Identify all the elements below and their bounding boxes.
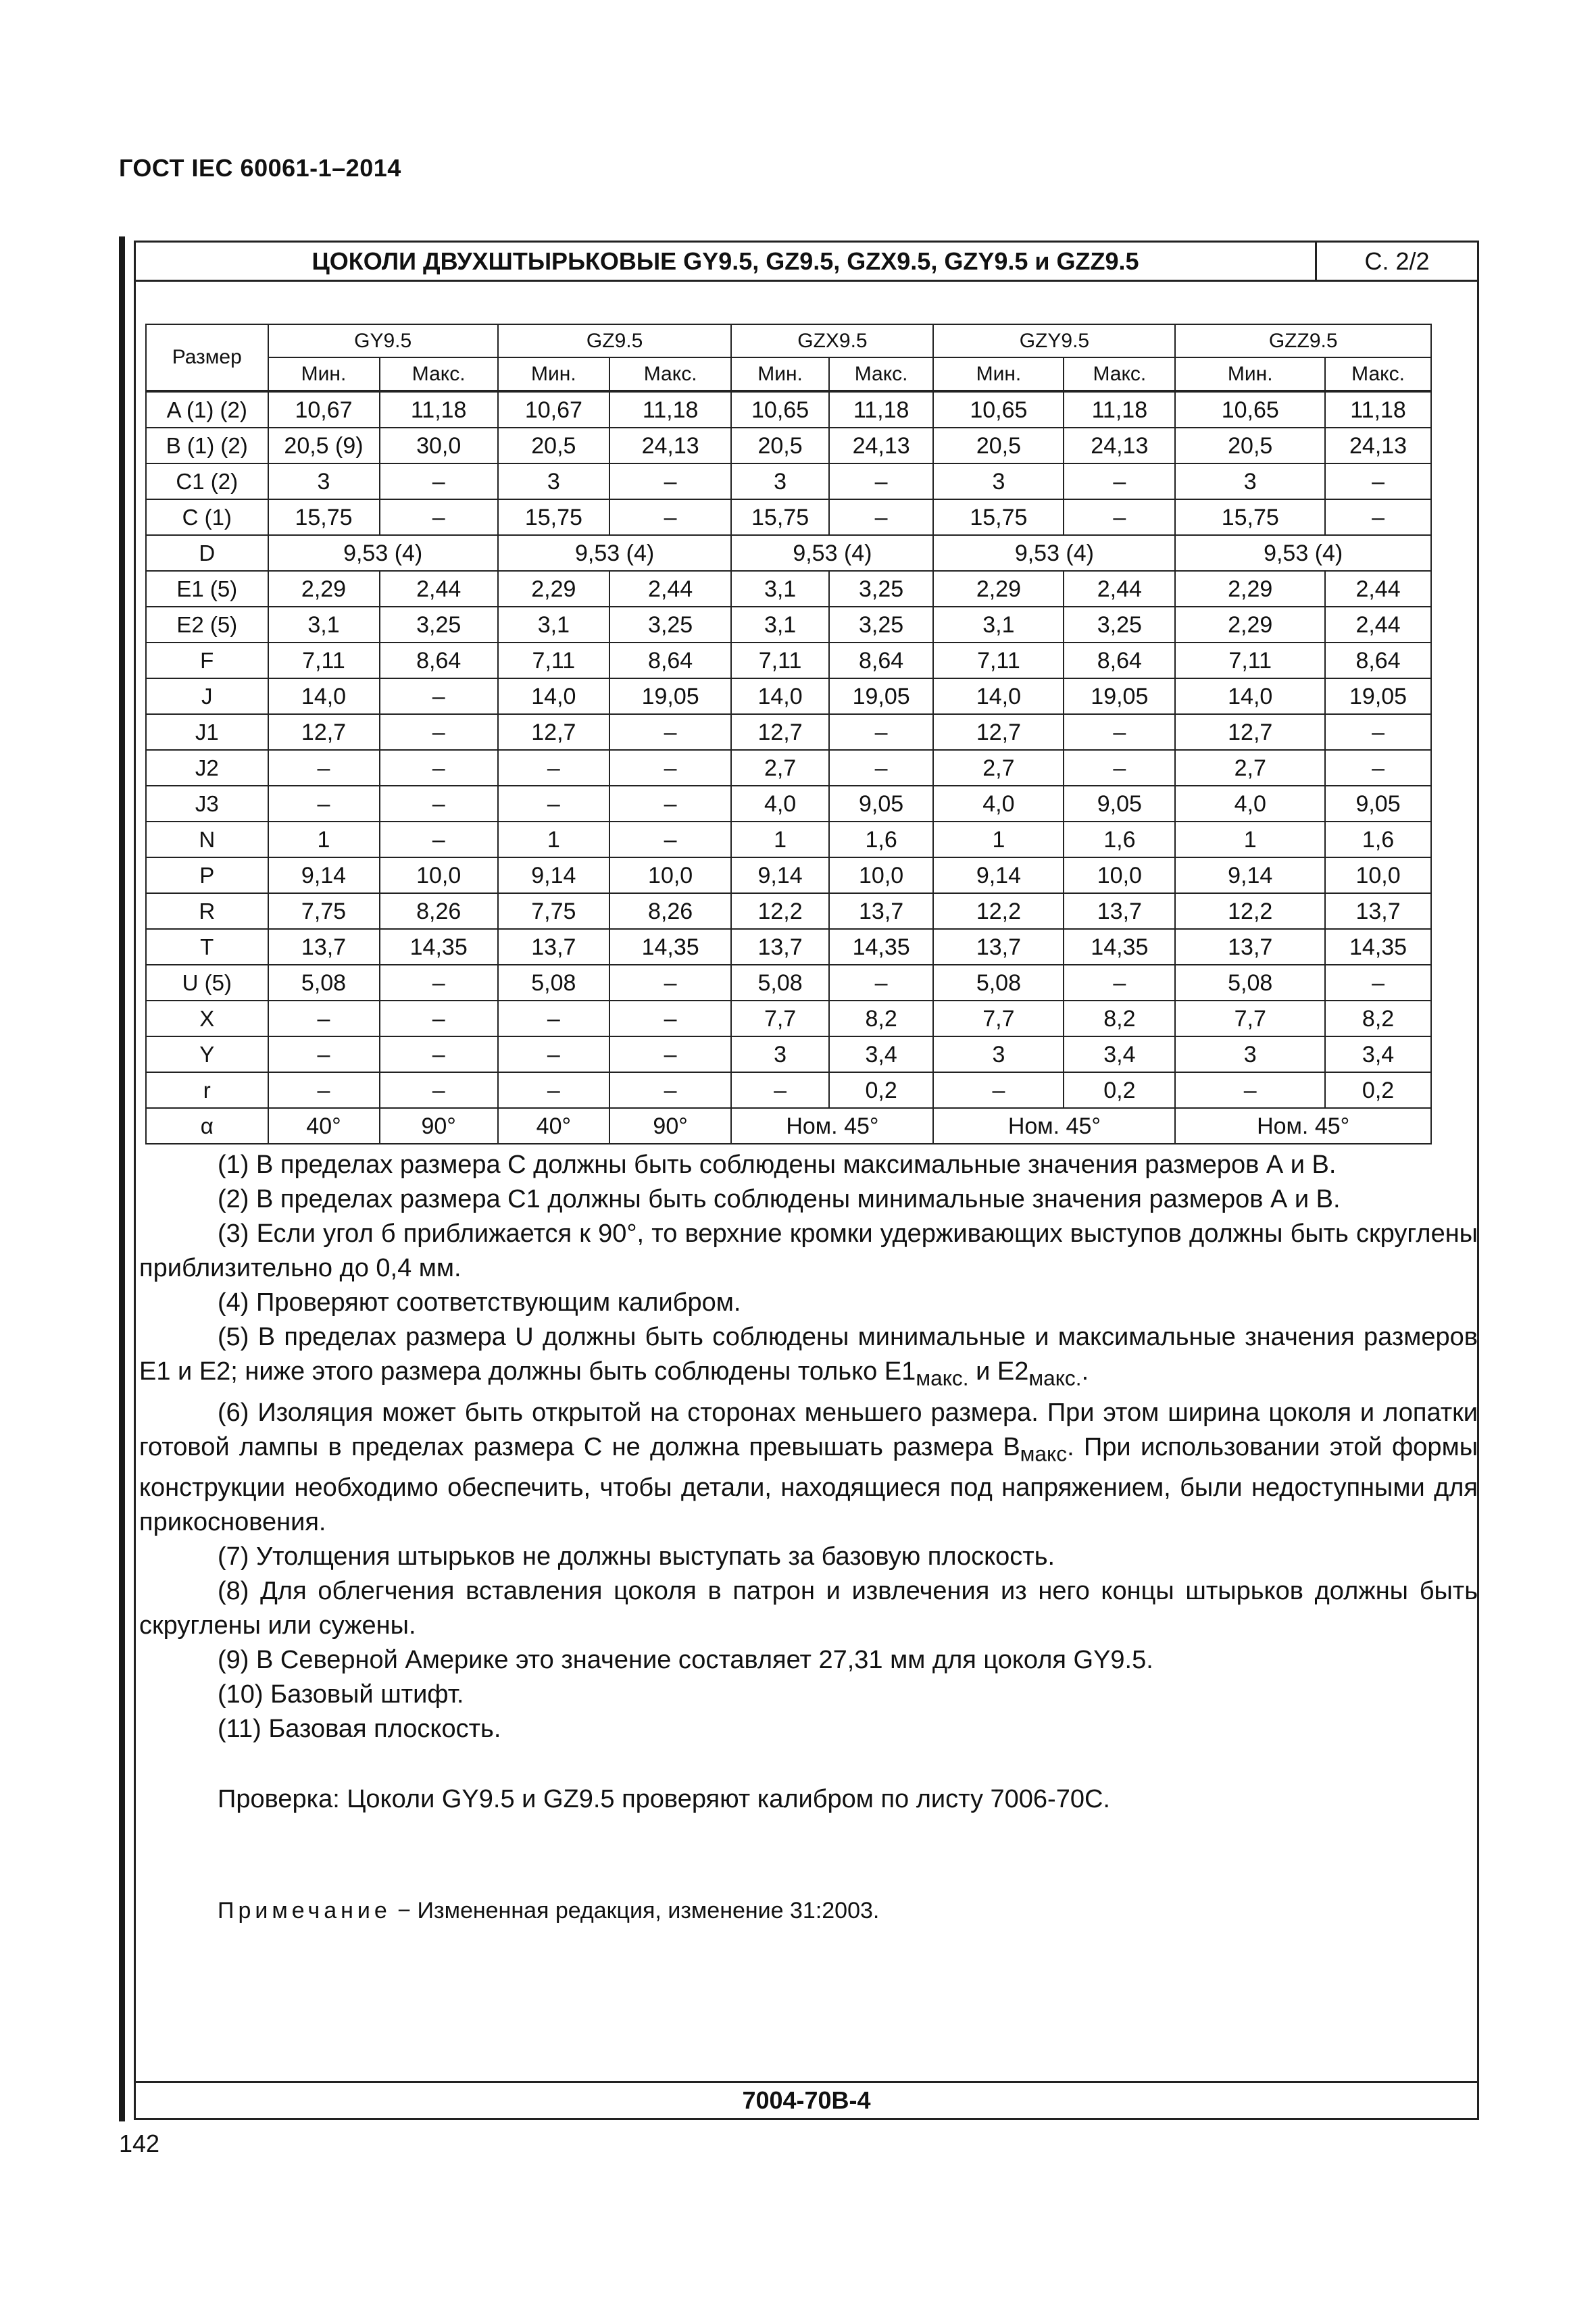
footnote <box>139 1320 1478 1396</box>
min-header: Мин. <box>933 357 1064 391</box>
table-cell: 10,0 <box>1064 857 1175 893</box>
table-cell: 3 <box>1175 463 1325 499</box>
table-cell: 2,7 <box>1175 750 1325 786</box>
table-cell: 10,67 <box>268 391 380 428</box>
table-row <box>146 571 1431 607</box>
table-cell: 12,7 <box>1175 714 1325 750</box>
min-header: Мин. <box>731 357 828 391</box>
page-number: 142 <box>119 2130 160 2157</box>
footnote: (3) Если угол б приближается к 90°, то верхние кромки удерживающих выступов должны быть скруглены приблизительно до 0,4 мм. <box>139 1219 1478 1282</box>
table-cell: 5,08 <box>933 965 1064 1001</box>
table-cell: – <box>268 1036 380 1072</box>
table-cell: 2,7 <box>933 750 1064 786</box>
table-cell: – <box>609 786 732 822</box>
table-cell: 14,35 <box>380 929 498 965</box>
table-cell: 3 <box>933 463 1064 499</box>
table-cell: 9,14 <box>498 857 609 893</box>
table-cell: 12,2 <box>1175 893 1325 929</box>
row-label: Y <box>146 1036 268 1072</box>
row-label: R <box>146 893 268 929</box>
table-body <box>146 391 1431 1144</box>
table-cell: 90° <box>609 1108 732 1144</box>
table-cell: 3,25 <box>829 607 934 643</box>
table-cell: 13,7 <box>1175 929 1325 965</box>
table-cell: 20,5 (9) <box>268 428 380 463</box>
table-cell: 7,75 <box>268 893 380 929</box>
table-cell: – <box>268 1001 380 1036</box>
footnote: (1) В пределах размера С должны быть соблюдены максимальные значения размеров А и В. <box>218 1151 1337 1179</box>
footnote: (11) Базовая плоскость. <box>218 1715 501 1744</box>
table-cell: 8,26 <box>380 893 498 929</box>
table-cell: 14,35 <box>609 929 732 965</box>
table-cell: 3,1 <box>268 607 380 643</box>
table-cell: 2,44 <box>609 571 732 607</box>
row-label: F <box>146 643 268 678</box>
table-cell: – <box>498 1001 609 1036</box>
table-cell: – <box>268 750 380 786</box>
table-cell: 11,18 <box>380 391 498 428</box>
table-row <box>146 678 1431 714</box>
footnote <box>139 1396 1478 1540</box>
table-cell: – <box>498 1036 609 1072</box>
table-cell: 14,0 <box>731 678 828 714</box>
table-cell: 14,35 <box>1064 929 1175 965</box>
table-header-row <box>146 324 1431 357</box>
max-header: Макс. <box>829 357 934 391</box>
table-cell: – <box>829 965 934 1001</box>
table-cell: Ном. 45° <box>933 1108 1175 1144</box>
max-header: Макс. <box>609 357 732 391</box>
row-label: D <box>146 535 268 571</box>
table-cell: – <box>1325 750 1431 786</box>
table-cell: 9,05 <box>829 786 934 822</box>
table-cell: 9,14 <box>933 857 1064 893</box>
table-row <box>146 391 1431 428</box>
table-cell: – <box>829 463 934 499</box>
row-label: J2 <box>146 750 268 786</box>
table-cell: 10,0 <box>829 857 934 893</box>
footnote: (7) Утолщения штырьков не должны выступать за базовую плоскость. <box>218 1542 1055 1571</box>
row-label: E2 (5) <box>146 607 268 643</box>
min-header: Мин. <box>268 357 380 391</box>
row-label: E1 (5) <box>146 571 268 607</box>
min-header: Мин. <box>1175 357 1325 391</box>
table-cell: 20,5 <box>731 428 828 463</box>
table-cell: 3 <box>498 463 609 499</box>
table-row <box>146 893 1431 929</box>
footnote: (4) Проверяют соответствующим калибром. <box>218 1288 741 1317</box>
table-cell: 14,35 <box>829 929 934 965</box>
table-cell: 11,18 <box>609 391 732 428</box>
table-cell: 3,4 <box>1325 1036 1431 1072</box>
table-cell: – <box>380 714 498 750</box>
table-row <box>146 1001 1431 1036</box>
table-cell: 1 <box>731 822 828 857</box>
footnote: (8) Для облегчения вставления цоколя в патрон и извлечения из него концы штырьков должны быть скруглены или сужены. <box>139 1577 1478 1640</box>
table-row <box>146 1036 1431 1072</box>
sheet-title-row <box>136 243 1477 282</box>
table-cell: – <box>380 463 498 499</box>
table-cell: 8,64 <box>1325 643 1431 678</box>
table-cell: 9,53 (4) <box>933 535 1175 571</box>
table-cell: 13,7 <box>498 929 609 965</box>
table-cell: 15,75 <box>1175 499 1325 535</box>
table-cell: 24,13 <box>1064 428 1175 463</box>
table-cell: – <box>268 786 380 822</box>
table-cell: 14,0 <box>268 678 380 714</box>
table-cell: 3,25 <box>829 571 934 607</box>
table-cell: 13,7 <box>268 929 380 965</box>
sheet-page-ref: С. 2/2 <box>1364 247 1430 275</box>
table-cell: 1,6 <box>829 822 934 857</box>
table-cell: 13,7 <box>1325 893 1431 929</box>
table-cell: – <box>498 750 609 786</box>
table-cell: 11,18 <box>1064 391 1175 428</box>
group-header: GZZ9.5 <box>1175 324 1431 357</box>
table-cell: – <box>380 1036 498 1072</box>
footnotes <box>139 1148 1478 1746</box>
table-row <box>146 929 1431 965</box>
table-row <box>146 714 1431 750</box>
table-cell: 1 <box>1175 822 1325 857</box>
table-row <box>146 1108 1431 1144</box>
table-cell: 10,65 <box>1175 391 1325 428</box>
table-cell: 4,0 <box>933 786 1064 822</box>
row-label: C (1) <box>146 499 268 535</box>
table-cell: – <box>1325 499 1431 535</box>
table-cell: 3,4 <box>829 1036 934 1072</box>
table-cell: 19,05 <box>1064 678 1175 714</box>
row-label: J <box>146 678 268 714</box>
row-label: P <box>146 857 268 893</box>
table-cell: Ном. 45° <box>731 1108 933 1144</box>
table-cell: – <box>1064 750 1175 786</box>
sheet-footer-code: 7004-70B-4 <box>136 2081 1477 2118</box>
table-cell: 10,65 <box>731 391 828 428</box>
table-cell: – <box>1325 965 1431 1001</box>
check-note: Проверка: Цоколи GY9.5 и GZ9.5 проверяют калибром по листу 7006-70С. <box>218 1785 1110 1813</box>
table-cell: 2,44 <box>1064 571 1175 607</box>
table-cell: 13,7 <box>933 929 1064 965</box>
table-cell: – <box>1325 714 1431 750</box>
table-cell: 7,11 <box>268 643 380 678</box>
table-row <box>146 535 1431 571</box>
table-cell: 9,53 (4) <box>1175 535 1431 571</box>
remark-text: − Измененная редакция, изменение 31:2003. <box>391 1898 880 1923</box>
table-row <box>146 607 1431 643</box>
table-cell: 9,05 <box>1325 786 1431 822</box>
table-cell: 13,7 <box>731 929 828 965</box>
table-cell: 12,2 <box>933 893 1064 929</box>
table-row <box>146 822 1431 857</box>
table-cell: 10,65 <box>933 391 1064 428</box>
table-cell: 15,75 <box>498 499 609 535</box>
table-row <box>146 965 1431 1001</box>
row-label: α <box>146 1108 268 1144</box>
table-cell: 12,7 <box>498 714 609 750</box>
table-cell: – <box>380 1072 498 1108</box>
table-cell: 3,4 <box>1064 1036 1175 1072</box>
table-cell: 1 <box>268 822 380 857</box>
group-header: GZ9.5 <box>498 324 732 357</box>
table-cell: 8,2 <box>829 1001 934 1036</box>
table-cell: 2,44 <box>1325 607 1431 643</box>
table-cell: – <box>380 678 498 714</box>
table-cell: 15,75 <box>731 499 828 535</box>
table-cell: 3,25 <box>609 607 732 643</box>
row-label: T <box>146 929 268 965</box>
table-cell: 14,0 <box>1175 678 1325 714</box>
table-cell: 40° <box>268 1108 380 1144</box>
table-cell: 12,7 <box>268 714 380 750</box>
table-row <box>146 499 1431 535</box>
footnote-text: . При использовании этой формы конструкции необходимо обеспечить, чтобы детали, находящиеся под напряжением, были недоступными для прикосновения. <box>139 1432 1478 1537</box>
row-label: J1 <box>146 714 268 750</box>
table-cell: – <box>609 1001 732 1036</box>
table-cell: 8,64 <box>609 643 732 678</box>
table-cell: 13,7 <box>829 893 934 929</box>
max-header: Макс. <box>1325 357 1431 391</box>
table-cell: – <box>829 499 934 535</box>
table-cell: 7,7 <box>731 1001 828 1036</box>
table-row <box>146 463 1431 499</box>
row-label: A (1) (2) <box>146 391 268 428</box>
table-cell: – <box>380 1001 498 1036</box>
table-cell: – <box>268 1072 380 1108</box>
table-cell: 9,14 <box>268 857 380 893</box>
table-cell: 24,13 <box>609 428 732 463</box>
table-cell: 9,14 <box>731 857 828 893</box>
table-cell: 19,05 <box>829 678 934 714</box>
group-header: GY9.5 <box>268 324 498 357</box>
table-cell: 11,18 <box>829 391 934 428</box>
footnote-text: (5) В пределах размера U должны быть соблюдены минимальные и максимальные значения размеров Е1 и Е2; ниже этого размера должны быть соблюдены только Е1 <box>139 1323 1478 1386</box>
table-cell: 7,11 <box>933 643 1064 678</box>
table-cell: 2,44 <box>380 571 498 607</box>
table-cell: 2,44 <box>1325 571 1431 607</box>
table-cell: Ном. 45° <box>1175 1108 1431 1144</box>
table-cell: 7,7 <box>933 1001 1064 1036</box>
table-cell: – <box>933 1072 1064 1108</box>
table-cell: 10,0 <box>609 857 732 893</box>
table-cell: 20,5 <box>498 428 609 463</box>
min-header: Мин. <box>498 357 609 391</box>
table-cell: 5,08 <box>268 965 380 1001</box>
table-cell: – <box>609 822 732 857</box>
table-cell: 8,2 <box>1325 1001 1431 1036</box>
footnote-text: и Е2 <box>968 1357 1029 1386</box>
table-cell: 0,2 <box>1325 1072 1431 1108</box>
max-header: Макс. <box>380 357 498 391</box>
footnote: (9) В Северной Америке это значение составляет 27,31 мм для цоколя GY9.5. <box>218 1646 1153 1675</box>
table-cell: 14,35 <box>1325 929 1431 965</box>
table-cell: – <box>380 750 498 786</box>
subscript: макс. <box>1028 1365 1082 1390</box>
table-cell: – <box>829 714 934 750</box>
table-cell: 1 <box>933 822 1064 857</box>
table-cell: – <box>609 499 732 535</box>
table-cell: 7,11 <box>1175 643 1325 678</box>
table-cell: 15,75 <box>268 499 380 535</box>
table-cell: – <box>609 714 732 750</box>
table-cell: – <box>609 463 732 499</box>
table-cell: 9,14 <box>1175 857 1325 893</box>
table-cell: 0,2 <box>1064 1072 1175 1108</box>
table-cell: – <box>380 786 498 822</box>
table-cell: 40° <box>498 1108 609 1144</box>
frame-left-bar <box>119 236 125 2121</box>
table-cell: 3 <box>1175 1036 1325 1072</box>
table-cell: 2,29 <box>498 571 609 607</box>
table-cell: 2,29 <box>933 571 1064 607</box>
row-label: U (5) <box>146 965 268 1001</box>
table-cell: 19,05 <box>609 678 732 714</box>
subscript: макс. <box>916 1365 969 1390</box>
row-label: J3 <box>146 786 268 822</box>
table-cell: 24,13 <box>1325 428 1431 463</box>
table-cell: 3,25 <box>1064 607 1175 643</box>
sheet-title: ЦОКОЛИ ДВУХШТЫРЬКОВЫЕ GY9.5, GZ9.5, GZX9.5, GZY9.5 и GZZ9.5 <box>136 243 1317 280</box>
table-cell: – <box>829 750 934 786</box>
table-cell: – <box>609 1072 732 1108</box>
table-row <box>146 857 1431 893</box>
table-cell: – <box>380 499 498 535</box>
table-cell: 8,2 <box>1064 1001 1175 1036</box>
table-row <box>146 1072 1431 1108</box>
table-cell: 5,08 <box>1175 965 1325 1001</box>
size-header: Размер <box>146 324 268 391</box>
table-cell: 3,1 <box>731 571 828 607</box>
table-cell: 1,6 <box>1064 822 1175 857</box>
footnote-text: . <box>1081 1357 1089 1386</box>
row-label: C1 (2) <box>146 463 268 499</box>
table-cell: – <box>498 786 609 822</box>
table-cell: 2,29 <box>1175 571 1325 607</box>
table-cell: 9,53 (4) <box>731 535 933 571</box>
table-cell: 24,13 <box>829 428 934 463</box>
table-cell: 12,7 <box>731 714 828 750</box>
row-label: r <box>146 1072 268 1108</box>
table-cell: 3 <box>731 463 828 499</box>
table-row <box>146 750 1431 786</box>
table-cell: 19,05 <box>1325 678 1431 714</box>
footnote: (2) В пределах размера С1 должны быть соблюдены минимальные значения размеров А и В. <box>218 1185 1341 1213</box>
table-cell: – <box>380 965 498 1001</box>
table-cell: 3 <box>268 463 380 499</box>
sheet-frame <box>134 241 1479 2120</box>
table-cell: 9,05 <box>1064 786 1175 822</box>
table-cell: – <box>1064 714 1175 750</box>
table-row <box>146 643 1431 678</box>
table-subheader-row <box>146 357 1431 391</box>
remark <box>218 1898 879 1924</box>
table-cell: 7,7 <box>1175 1001 1325 1036</box>
table-cell: 9,53 (4) <box>498 535 732 571</box>
max-header: Макс. <box>1064 357 1175 391</box>
table-cell: 12,7 <box>933 714 1064 750</box>
table-cell: – <box>498 1072 609 1108</box>
row-label: B (1) (2) <box>146 428 268 463</box>
table-cell: 8,64 <box>380 643 498 678</box>
table-cell: 10,0 <box>1325 857 1431 893</box>
document-header: ГОСТ IEC 60061-1–2014 <box>119 154 401 182</box>
table-cell: 4,0 <box>731 786 828 822</box>
table-cell: – <box>1064 965 1175 1001</box>
table-cell: 3 <box>731 1036 828 1072</box>
table-cell: 11,18 <box>1325 391 1431 428</box>
table-row <box>146 428 1431 463</box>
table-cell: 3 <box>933 1036 1064 1072</box>
footnote: (10) Базовый штифт. <box>218 1680 464 1709</box>
table-cell: 3,1 <box>933 607 1064 643</box>
table-cell: – <box>609 750 732 786</box>
table-cell: – <box>609 1036 732 1072</box>
footnote-text: (6) Изоляция может быть открытой на сторонах меньшего размера. При этом ширина цоколя и лопатки готовой лампы в пределах размера С не должна превышать размера В <box>139 1398 1478 1461</box>
table-cell: 5,08 <box>731 965 828 1001</box>
table-cell: – <box>380 822 498 857</box>
table-cell: 2,7 <box>731 750 828 786</box>
remark-label: Примечание <box>218 1898 391 1923</box>
table-cell: – <box>1064 499 1175 535</box>
table-cell: 20,5 <box>1175 428 1325 463</box>
subscript: макс <box>1020 1441 1068 1466</box>
group-header: GZX9.5 <box>731 324 933 357</box>
table-cell: 7,11 <box>731 643 828 678</box>
table-cell: 8,64 <box>1064 643 1175 678</box>
table-cell: 3,1 <box>731 607 828 643</box>
table-cell: 4,0 <box>1175 786 1325 822</box>
table-cell: 20,5 <box>933 428 1064 463</box>
table-cell: 8,26 <box>609 893 732 929</box>
table-cell: 8,64 <box>829 643 934 678</box>
table-cell: 15,75 <box>933 499 1064 535</box>
table-cell: 7,11 <box>498 643 609 678</box>
table-cell: 13,7 <box>1064 893 1175 929</box>
dimensions-table <box>145 324 1432 1145</box>
table-cell: 1,6 <box>1325 822 1431 857</box>
row-label: N <box>146 822 268 857</box>
table-row <box>146 786 1431 822</box>
table-cell: 3,25 <box>380 607 498 643</box>
row-label: X <box>146 1001 268 1036</box>
table-cell: – <box>1064 463 1175 499</box>
table-cell: 9,53 (4) <box>268 535 498 571</box>
table-cell: 2,29 <box>1175 607 1325 643</box>
table-cell: 0,2 <box>829 1072 934 1108</box>
table-cell: 30,0 <box>380 428 498 463</box>
table-cell: 90° <box>380 1108 498 1144</box>
table-cell: 7,75 <box>498 893 609 929</box>
table-cell: 1 <box>498 822 609 857</box>
table-cell: 10,0 <box>380 857 498 893</box>
table-cell: 14,0 <box>498 678 609 714</box>
table-cell: – <box>1325 463 1431 499</box>
table-cell: 3,1 <box>498 607 609 643</box>
table-cell: 10,67 <box>498 391 609 428</box>
table-cell: 2,29 <box>268 571 380 607</box>
table-cell: 12,2 <box>731 893 828 929</box>
group-header: GZY9.5 <box>933 324 1175 357</box>
table-cell: – <box>1175 1072 1325 1108</box>
table-cell: 5,08 <box>498 965 609 1001</box>
table-cell: – <box>731 1072 828 1108</box>
table-cell: 14,0 <box>933 678 1064 714</box>
table-cell: – <box>609 965 732 1001</box>
